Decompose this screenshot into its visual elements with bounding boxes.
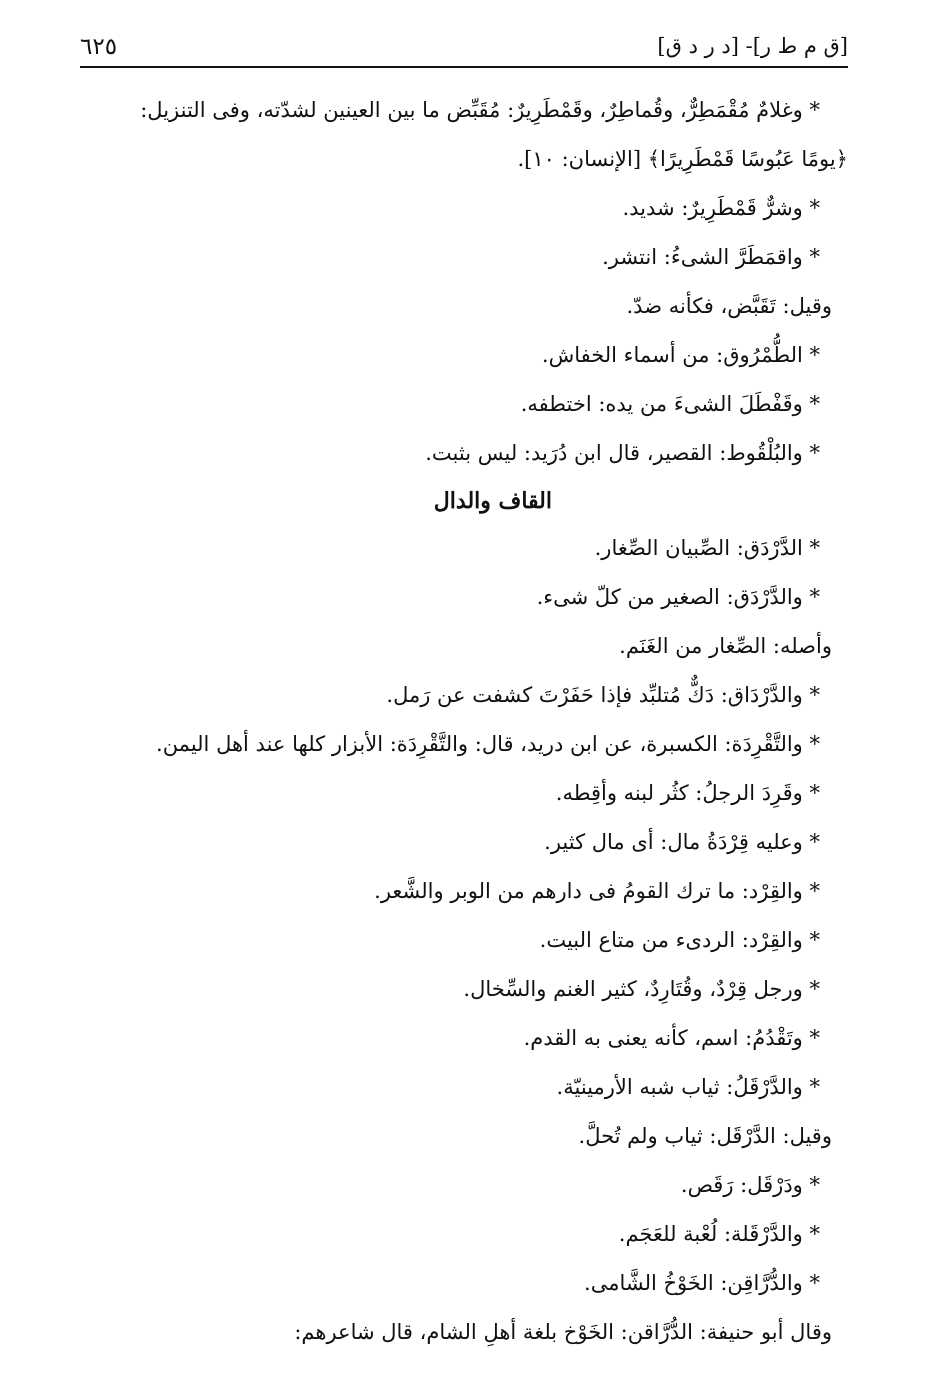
text-line: * والبُلْقُوط: القصير، قال ابن دُرَيد: ليس بثبت. [425,441,820,465]
text-line: وقال أبو حنيفة: الدُّرَّاقن: الخَوْخ بلغة أهلِ الشام، قال شاعرهم: [294,1320,832,1344]
text-line: * وغلامٌ مُقْمَطِرٌّ، وقُماطِرٌ، وقَمْطَرِيرٌ: مُقَبِّض ما بين العينين لشدّته، وفى التنزيل: [140,98,820,122]
text-line: وأصله: الصِّغار من الغَنَم. [619,634,832,658]
page-header [80,28,848,68]
text-line: * وقَفْطَلَ الشىءَ من يده: اختطفه. [520,392,820,416]
text-line: * ودَرْقَل: رَقَص. [680,1173,820,1197]
text-line: * الدَّرْدَق: الصِّبيان الصِّغار. [594,536,820,560]
text-line: * والدَّرْدَق: الصغير من كلّ شىء. [536,585,820,609]
text-line: * والتَّقْرِدَة: الكسبرة، عن ابن دريد، قال: والتَّقْرِدَة: الأبزار كلها عند أهل اليمن. [156,732,820,756]
text-line: * وقَرِدَ الرجلُ: كثُر لبنه وأقِطه. [555,781,820,805]
text-line: * ورجل قِرْدٌ، وقُتَارِدٌ، كثير الغنم والسِّخال. [463,977,820,1001]
text-line: * والقِرْد: ما ترك القومُ فى دارهم من الوبر والشَّعر. [374,879,820,903]
text-line: * والدُّرَّاقِن: الخَوْخُ الشَّامى. [584,1271,820,1295]
text-line: وقيل: تَقَبَّض، فكأنه ضدّ. [626,294,832,318]
document-body [60,86,848,1357]
text-line: ﴿يومًا عَبُوسًا قَمْطَرِيرًا﴾ [الإنسان: ١٠]. [517,147,848,171]
header-title: [ق م ط ر]- [د ر د ق] [657,34,848,58]
text-line: * وعليه قِرْدَةُ مال: أى مال كثير. [544,830,820,854]
text-line: * والدَّرْقَلة: لُعْبة للعَجَم. [618,1222,820,1246]
page-number: ٦٢٥ [80,34,118,60]
text-line: * والدَّرْقَلُ: ثياب شبه الأرمينيّة. [556,1075,820,1099]
text-line: * وتَقْدُمُ: اسم، كأنه يعنى به القدم. [523,1026,820,1050]
text-line: وقيل: الدَّرْقَل: ثياب ولم تُحلَّ. [578,1124,832,1148]
text-line: * وشرٌّ قَمْطَرِيرٌ: شديد. [622,196,820,220]
text-line: * الطُّمْرُوق: من أسماء الخفاش. [541,343,820,367]
header-divider [80,66,848,68]
text-line: * والقِرْد: الردىء من متاع البيت. [539,928,820,952]
section-heading: القاف والدال [433,488,552,514]
text-line: * والدَّرْدَاق: دَكٌّ مُتلبِّد فإذا حَفَرْتَ كشفت عن رَمل. [386,683,820,707]
text-line: * واقمَطَرَّ الشىءُ: انتشر. [602,245,820,269]
